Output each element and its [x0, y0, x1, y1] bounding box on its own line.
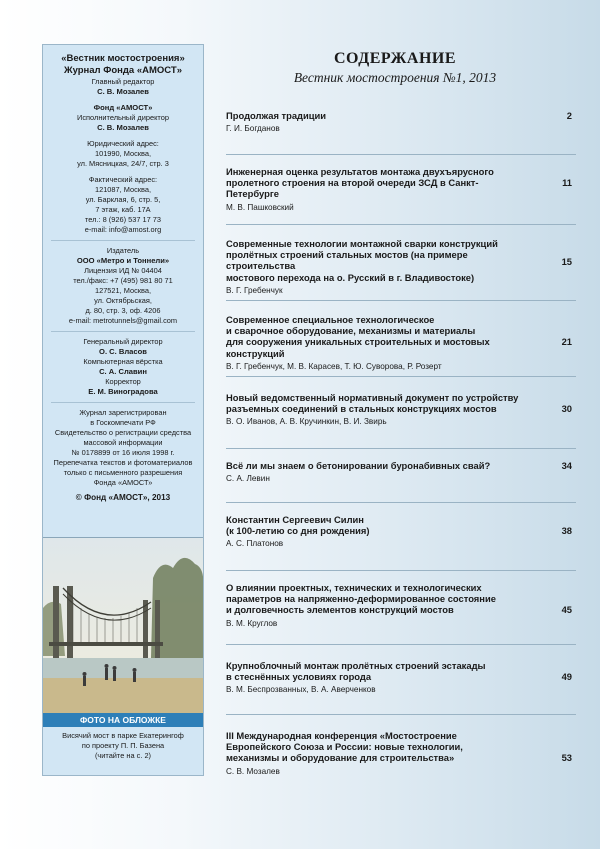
entry-title: Современное специальное технологическое и сварочное оборудование, механизмы и материалы для сооружения уникальных строительных и мостовых конструкций — [226, 314, 490, 359]
imprint-sidebar — [42, 44, 204, 776]
legal-address: Юридический адрес: 101990, Москва, ул. Мясницкая, 24/7, стр. 3 — [77, 139, 169, 168]
entry-divider — [226, 570, 576, 571]
divider — [51, 331, 195, 332]
actual-address: Фактический адрес: 121087, Москва, ул. Барклая, 6, стр. 5, 7 этаж, каб. 17А тел.: 8 (926) 537 17 73 e-mail: info@amost.org — [84, 175, 162, 234]
entry-title: Современные технологии монтажной сварки конструкций пролётных строений стальных мостов (на примере строительства мостового перехода на о. Русский в г. Владивостоке) — [226, 238, 498, 283]
toc-entry[interactable] — [226, 460, 576, 484]
entry-authors: М. В. Пашковский — [226, 202, 294, 212]
entry-page: 2 — [566, 110, 572, 121]
proof-label: Корректор — [105, 377, 141, 386]
entry-page: 45 — [561, 604, 572, 615]
imprint-block — [43, 45, 203, 504]
entry-authors: В. Г. Гребенчук, М. В. Карасев, Т. Ю. Суворова, Р. Розерт — [226, 361, 442, 371]
toc-entry[interactable] — [226, 166, 576, 213]
entry-divider — [226, 224, 576, 225]
entry-title: Всё ли мы знаем о бетонировании буронабивных свай? — [226, 460, 491, 471]
entry-authors: В. О. Иванов, А. В. Кручинкин, В. И. Звирь — [226, 417, 387, 427]
publisher-info: Лицензия ИД № 04404 тел./факс: +7 (495) 981 80 71 127521, Москва, ул. Октябрьская, д. 80, стр. 3, оф. 4206 e-mail: metrotunnels@gmail.com — [68, 266, 178, 325]
entry-page: 15 — [561, 256, 572, 267]
entry-page: 38 — [561, 525, 572, 536]
entry-title: Инженерная оценка результатов монтажа двухъярусного пролетного строения на второй очереди ЗСД в Санкт-Петербурге — [226, 166, 494, 200]
entry-authors: С. В. Мозалев — [226, 766, 280, 776]
gen-director-label: Генеральный директор — [83, 337, 163, 346]
entry-title: Константин Сергеевич Силин (к 100-летию со дня рождения) — [226, 514, 370, 537]
entry-title: Новый ведомственный нормативный документ по устройству разъемных соединений в стальных конструкциях мостов — [226, 392, 519, 415]
cover-label: ФОТО НА ОБЛОЖКЕ — [43, 713, 203, 727]
issue-subtitle: Вестник мостостроения №1, 2013 — [293, 70, 497, 85]
chief-editor-label: Главный редактор — [91, 77, 155, 86]
toc-entry[interactable] — [226, 314, 576, 372]
entry-title: Крупноблочный монтаж пролётных строений эстакады в стеснённых условиях города — [226, 660, 486, 683]
entry-authors: Г. И. Богданов — [226, 124, 280, 134]
suspension-bridge-illustration — [43, 538, 203, 714]
toc-entry[interactable] — [226, 110, 576, 134]
entry-divider — [226, 502, 576, 503]
entry-title: Продолжая традиции — [226, 110, 327, 121]
entry-divider — [226, 300, 576, 301]
entry-divider — [226, 714, 576, 715]
divider — [51, 240, 195, 241]
entry-page: 34 — [561, 460, 572, 471]
entry-authors: А. С. Платонов — [226, 539, 284, 549]
entry-page: 30 — [561, 403, 572, 414]
toc-entry[interactable] — [226, 582, 576, 629]
layout-label: Компьютерная вёрстка — [83, 357, 163, 366]
layout-name: С. А. Славин — [99, 367, 147, 376]
journal-title: «Вестник мостостроения» — [61, 53, 185, 64]
registration-info: Журнал зарегистрирован в Госкомпечати РФ Свидетельство о регистрации средства массовой информации № 0178899 от 16 июля 1998 г. Перепечатка текстов и фотоматериалов только с письменного разрешения Фонда «АМОСТ» — [53, 408, 193, 487]
gen-director-name: О. С. Власов — [99, 347, 147, 356]
exec-director-label: Исполнительный директор — [77, 113, 169, 122]
entry-divider — [226, 448, 576, 449]
entry-page: 53 — [561, 752, 572, 763]
entry-page: 49 — [561, 671, 572, 682]
entry-divider — [226, 376, 576, 377]
toc-entry[interactable] — [226, 392, 576, 427]
chief-editor-name: С. В. Мозалев — [97, 87, 149, 96]
exec-director-name: С. В. Мозалев — [97, 123, 149, 132]
divider — [51, 402, 195, 403]
copyright: © Фонд «АМОСТ», 2013 — [75, 493, 171, 502]
toc-entry[interactable] — [226, 660, 576, 695]
toc-entry[interactable] — [226, 514, 576, 549]
entry-authors: В. Г. Гребенчук — [226, 285, 283, 295]
entry-title: III Международная конференция «Мостостроение Европейского Союза и России: новые технологии, механизмы и оборудование для строительства» — [226, 730, 463, 764]
fund-name: Фонд «АМОСТ» — [93, 103, 153, 112]
cover-image — [43, 537, 203, 714]
cover-caption: Висячий мост в парке Екатерингоф по проекту П. П. Базена (читайте на с. 2) — [62, 731, 184, 760]
entry-page: 11 — [562, 177, 572, 188]
publisher-name: ООО «Метро и Тоннели» — [76, 256, 170, 265]
proof-name: Е. М. Виноградова — [88, 387, 158, 396]
entry-divider — [226, 154, 576, 155]
entry-authors: В. М. Беспрозванных, В. А. Аверченков — [226, 685, 376, 695]
toc-entry[interactable] — [226, 238, 576, 296]
entry-authors: С. А. Левин — [226, 474, 270, 484]
journal-of: Журнал Фонда «АМОСТ» — [63, 65, 182, 76]
entry-authors: В. М. Круглов — [226, 618, 278, 628]
page-title: СОДЕРЖАНИЕ — [333, 50, 457, 67]
entry-page: 21 — [561, 336, 572, 347]
entry-divider — [226, 644, 576, 645]
entry-title: О влиянии проектных, технических и технологических параметров на напряженно-деформированное состояние и долговечность элементов конструкций мостов — [226, 582, 496, 616]
publisher-label: Издатель — [106, 246, 140, 255]
toc-header — [230, 50, 560, 86]
toc-entry[interactable] — [226, 730, 576, 777]
